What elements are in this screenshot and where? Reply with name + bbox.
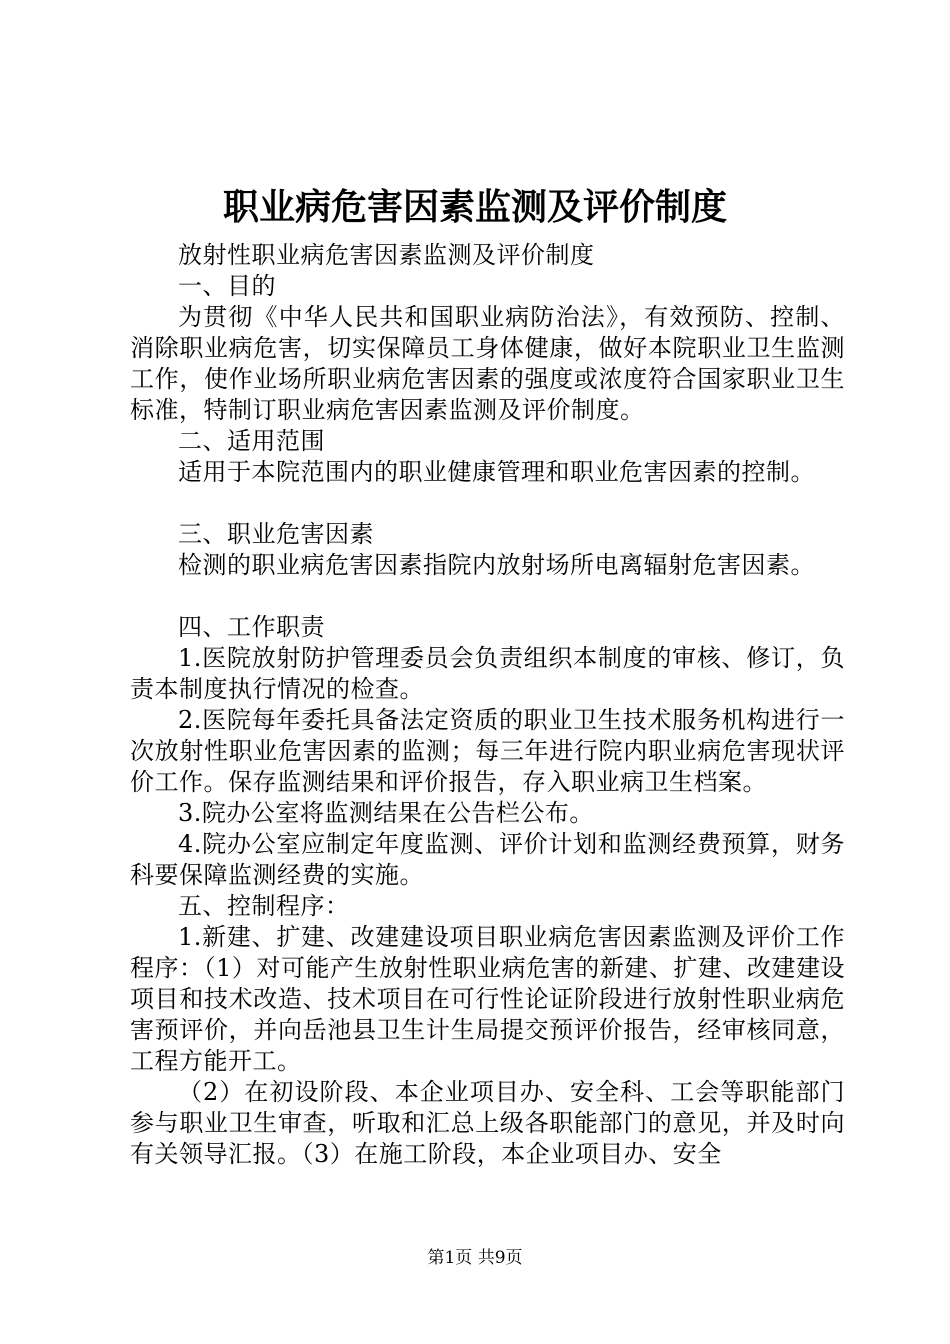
document-subtitle: 放射性职业病危害因素监测及评价制度: [178, 241, 595, 269]
spacer: [130, 488, 845, 519]
document-title: 职业病危害因素监测及评价制度: [222, 186, 727, 228]
section-heading-responsibilities: 四、工作职责: [178, 613, 325, 641]
responsibility-item-2: 2.医院每年委托具备法定资质的职业卫生技术服务机构进行一次放射性职业危害因素的监测；每三年进行院内职业病危害现状评价工作。保存监测结果和评价报告，存入职业病卫生档案。: [130, 706, 845, 796]
document-body: [130, 240, 845, 1170]
procedure-item-2: （2）在初设阶段、本企业项目办、安全科、工会等职能部门参与职业卫生审查，听取和汇总上级各职能部门的意见，并及时向有关领导汇报。（3）在施工阶段，本企业项目办、安全: [130, 1078, 845, 1168]
page-footer: 第1页 共9页: [427, 1248, 523, 1268]
responsibility-item-3: 3.院办公室将监测结果在公告栏公布。: [178, 799, 594, 827]
responsibility-item-1: 1.医院放射防护管理委员会负责组织本制度的审核、修订，负责本制度执行情况的检查。: [130, 644, 845, 703]
spacer: [130, 581, 845, 612]
section-heading-control-procedure: 五、控制程序：: [178, 892, 350, 920]
section-heading-purpose: 一、目的: [178, 272, 276, 300]
paragraph-scope: 适用于本院范围内的职业健康管理和职业危害因素的控制。: [178, 458, 815, 486]
procedure-item-1: 1.新建、扩建、改建建设项目职业病危害因素监测及评价工作程序：（1）对可能产生放射性职业病危害的新建、扩建、改建建设项目和技术改造、技术项目在可行性论证阶段进行放射性职业病危害预评价，并向岳池县卫生计生局提交预评价报告，经审核同意，工程方能开工。: [130, 923, 845, 1075]
responsibility-item-4: 4.院办公室应制定年度监测、评价计划和监测经费预算，财务科要保障监测经费的实施。: [130, 830, 845, 889]
section-heading-hazard-factors: 三、职业危害因素: [178, 520, 374, 548]
paragraph-hazard-factors: 检测的职业病危害因素指院内放射场所电离辐射危害因素。: [178, 551, 815, 579]
paragraph-purpose: 为贯彻《中华人民共和国职业病防治法》，有效预防、控制、消除职业病危害，切实保障员工身体健康，做好本院职业卫生监测工作，使作业场所职业病危害因素的强度或浓度符合国家职业卫生标准，特制订职业病危害因素监测及评价制度。: [130, 303, 845, 424]
section-heading-scope: 二、适用范围: [178, 427, 325, 455]
